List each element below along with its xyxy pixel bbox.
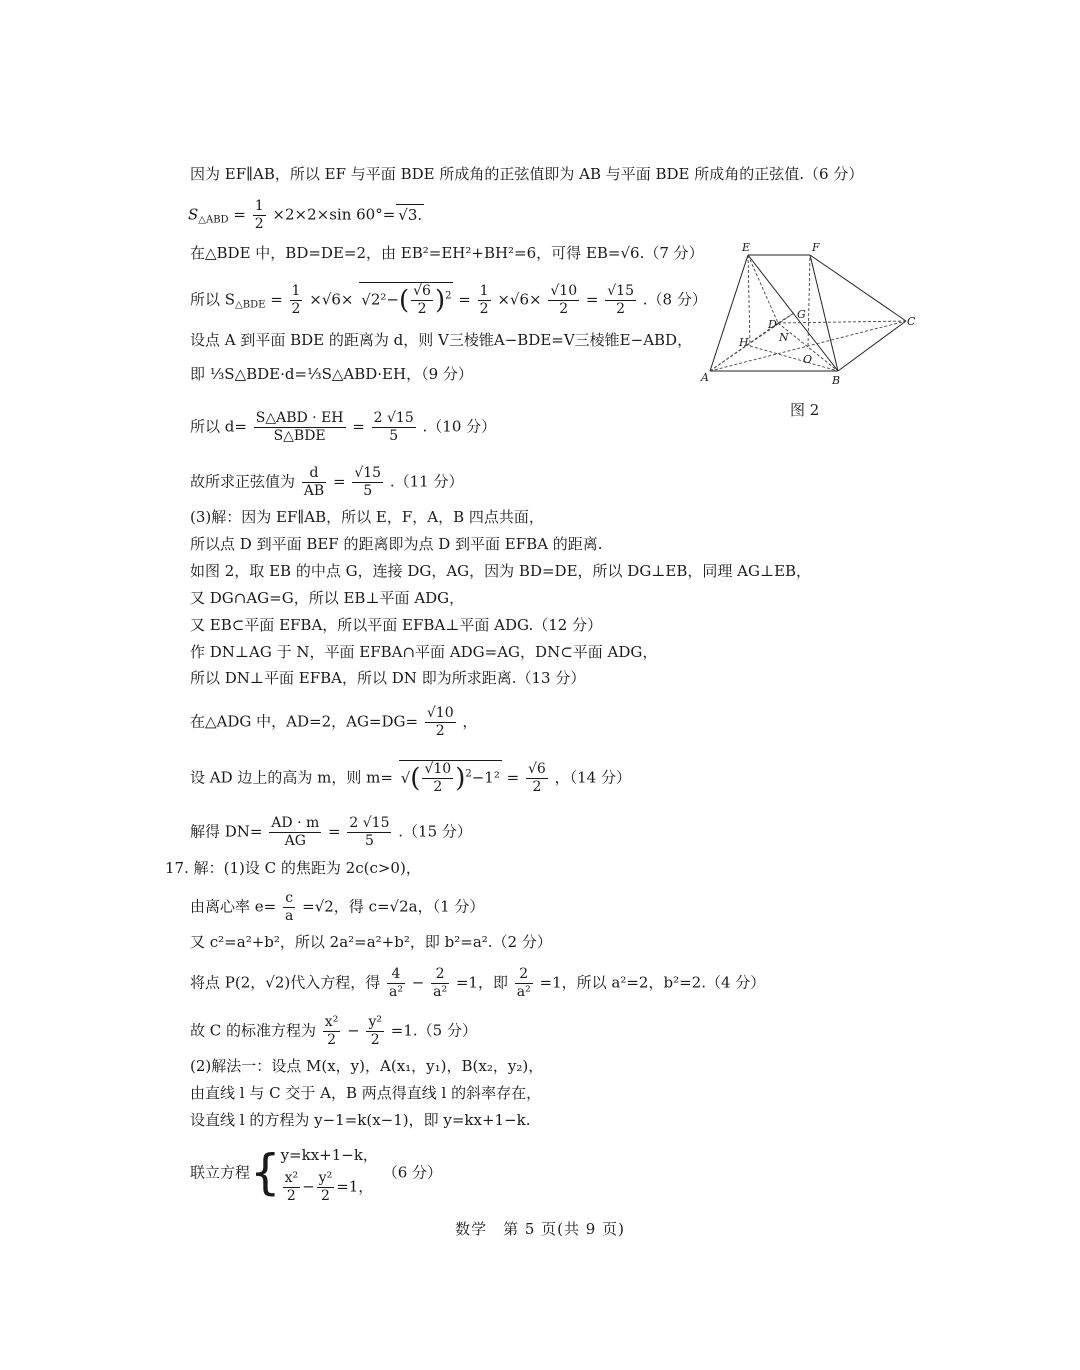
fraction: $\frac{1}{2}$ [254,198,264,232]
radical: √ 2²−( $\frac{√6}{2}$ )$^2$ [359,282,453,318]
edge-ea [710,255,748,371]
fraction: $\frac{1}{2}$ [291,283,301,317]
formula-area-bde: 所以 $S_{\triangle BDE}$ = $\frac{1}{2}$ ×√6× √ 2²−( $\frac{√6}{2}$ )$^2$ = $\frac{1}{2}$ ×√6× $\frac{√10}{2}$ = $\frac{√15}{2}$ .（8 分） [190,282,707,318]
fraction: $\frac{√10}{2}$ [550,283,578,317]
formula-system: 联立方程{ y=kx+1−k， $\frac{\text{x²}}{2}$ − $\frac{\text{y²}}{2}$ =1， （6 分） [190,1140,442,1204]
label-o: O [803,353,813,366]
formula-dn: 解得 DN= $\frac{AD \cdot m}{AG}$ = $\frac{2 √15}{5}$ .（15 分） [190,815,472,849]
fraction: $\frac{\text{S△ABD · EH}}{\text{S△BDE}}$ [255,410,344,444]
text-line: 由直线 l 与 C 交于 A，B 两点得直线 l 的斜率存在， [190,1084,542,1102]
text: = [233,205,246,224]
edge-fc [810,255,906,321]
text-line: 如图 2，取 EB 的中点 G，连接 DG，AG，因为 BD=DE，所以 DG⊥EB，同理 AG⊥EB， [190,562,812,580]
fraction: $\frac{AD \cdot m}{AG}$ [271,815,320,849]
symbol: S [188,205,199,224]
text-line: 因为 EF∥AB，所以 EF 与平面 BDE 所成角的正弦值即为 AB 与平面 BDE 所成角的正弦值.（6 分） [190,165,864,183]
text-line: 设直线 l 的方程为 y−1=k(x−1)，即 y=kx+1−k. [190,1111,531,1129]
edge-dc [778,321,906,323]
equation-system: y=kx+1−k， $\frac{\text{x²}}{2}$ − $\frac{\text{y²}}{2}$ =1， [280,1146,378,1204]
formula-standard-equation: 故 C 的标准方程为 $\frac{\text{x²}}{2}$ − $\frac{\text{y²}}{2}$ =1.（5 分） [190,1014,477,1048]
formula-height-m: 设 AD 边上的高为 m，则 m= √ ( $\frac{√10}{2}$ )$^2$−1² = $\frac{√6}{2}$ ，（14 分） [190,760,631,796]
label-e: E [742,241,751,254]
text-line: 又 EB⊂平面 EFBA，所以平面 EFBA⊥平面 ADG.（12 分） [190,616,603,634]
text-line: (2)解法一：设点 M(x，y)，A(x₁，y₁)，B(x₂，y₂)， [190,1057,544,1075]
text-line: 又 c²=a²+b²，所以 2a²=a²+b²，即 b²=a².（2 分） [190,933,552,951]
text-line: 所以 DN⊥平面 EFBA，所以 DN 即为所求距离.（13 分） [190,669,586,687]
fraction: $\frac{2}{\text{a²}}$ [516,966,531,1000]
fraction: $\frac{4}{\text{a²}}$ [389,966,403,1000]
edge-eh [748,255,750,346]
text-line: 即 ⅓S△BDE·d=⅓S△ABD·EH，（9 分） [190,365,473,383]
fraction: $\frac{2 √15}{5}$ [373,410,414,444]
edge-ed [748,255,778,323]
fraction: $\frac{c}{a}$ [285,890,294,924]
formula-area-abd [188,198,424,233]
formula-triangle-adg: 在△ADG 中，AD=2，AG=DG= $\frac{√10}{2}$ ， [190,705,478,739]
text-line: (3)解：因为 EF∥AB，所以 E，F，A，B 四点共面， [190,508,544,526]
text-line: 在△BDE 中，BD=DE=2，由 EB²=EH²+BH²=6，可得 EB=√6.（7 分） [190,244,704,262]
text-line: 作 DN⊥AG 于 N，平面 EFBA∩平面 ADG=AG，DN⊂平面 ADG， [190,643,658,661]
text: ×2×2×sin 60°= [272,205,396,224]
label-b: B [832,374,841,387]
formula-eccentricity: 由离心率 e= $\frac{c}{a}$ =√2，得 c=√2a，（1 分） [190,890,485,924]
fraction: $\frac{\text{x²}}{2}$ [324,1014,339,1048]
fraction: $\frac{2}{\text{a²}}$ [433,966,448,1000]
page-footer: 数学 第 5 页(共 9 页) [455,1220,625,1238]
brace: { [250,1144,281,1201]
label-a: A [701,371,709,384]
radical: √ ( $\frac{√10}{2}$ )$^2$−1² [399,760,502,796]
question-17-heading: 17. 解：(1)设 C 的焦距为 2c(c>0)， [165,859,421,877]
radical: √ 3. [396,204,424,225]
fraction: $\frac{1}{2}$ [479,283,489,317]
figure-2-diagram [698,238,923,390]
formula-distance-d: 所以 d= $\frac{\text{S△ABD · EH}}{\text{S△BDE}}$ = $\frac{2 √15}{5}$ .（10 分） [190,410,497,444]
text-line: 又 DG∩AG=G，所以 EB⊥平面 ADG， [190,589,465,607]
formula-substitution: 将点 P(2，√2)代入方程，得 $\frac{4}{\text{a²}}$ − $\frac{2}{\text{a²}}$ =1，即 $\frac{2}{\text{a²}}$ =1，所以 a²=2，b²=2.（4 分） [190,966,766,1000]
label-c: C [907,315,916,328]
fraction: $\frac{√6}{2}$ [528,761,546,795]
text-line: 设点 A 到平面 BDE 的距离为 d，则 V三棱锥A−BDE=V三棱锥E−ABD， [190,331,693,349]
fraction: $\frac{√15}{2}$ [607,283,634,317]
fraction: $\frac{\text{y²}}{2}$ [368,1014,382,1048]
subscript: △ABD [198,214,229,226]
fraction: $\frac{√15}{5}$ [354,465,382,499]
label-d: D [768,318,777,331]
fraction: $\frac{√10}{2}$ [426,705,454,739]
figure-caption: 图 2 [790,401,820,419]
text-line: 所以点 D 到平面 BEF 的距离即为点 D 到平面 EFBA 的距离. [190,535,603,553]
edge-bc [838,321,906,371]
label-n: N [779,331,789,344]
label-g: G [797,308,806,321]
label-h: H [739,336,749,349]
label-f: F [812,241,820,254]
figure-labels [700,241,916,387]
fraction: $\frac{2 √15}{5}$ [349,815,390,849]
fraction: $\frac{d}{AB}$ [303,465,325,499]
formula-sine: 故所求正弦值为 $\frac{d}{AB}$ = $\frac{√15}{5}$ .（11 分） [190,465,464,499]
